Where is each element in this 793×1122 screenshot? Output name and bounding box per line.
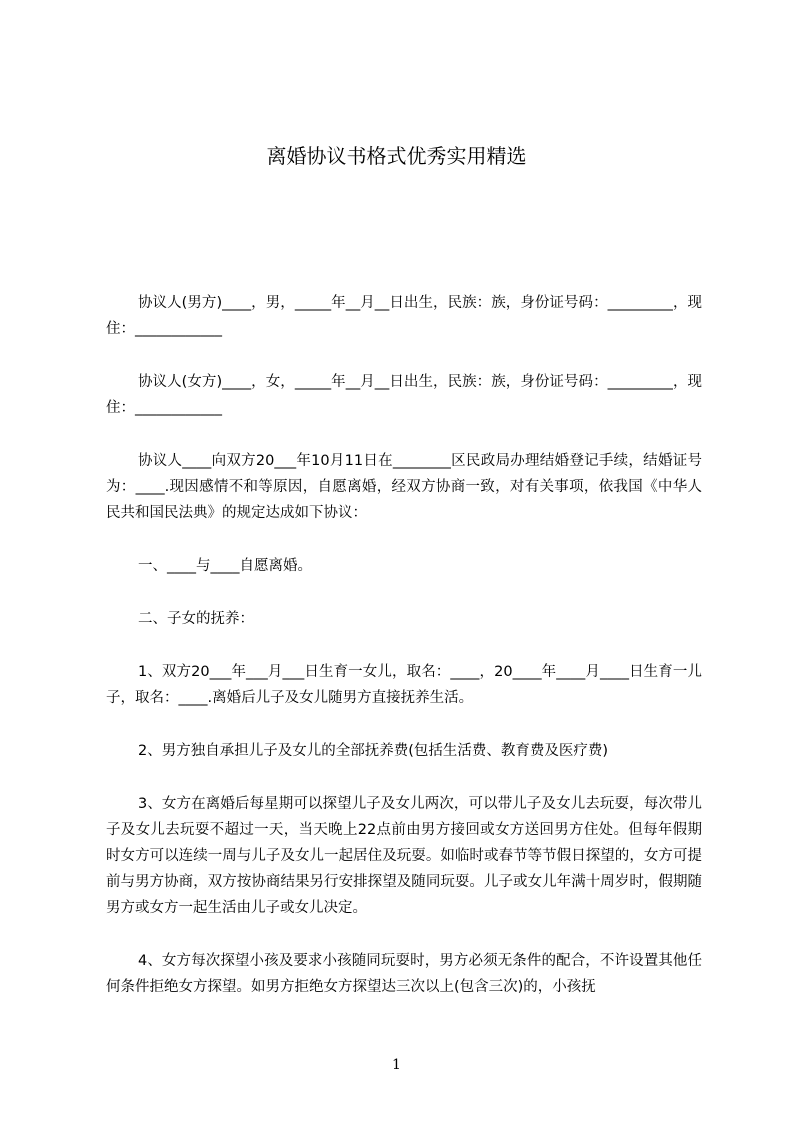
document-title: 离婚协议书格式优秀实用精选 — [266, 144, 527, 168]
paragraph-clause-1-divorce: 一、____与____自愿离婚。 — [138, 558, 312, 574]
page-number: 1 — [392, 1057, 401, 1073]
paragraph-custody-item-1: 1、双方20___年___月___日生育一女儿，取名：____，20____年____月____日生育一儿子，取名：____.离婚后儿子及女儿随男方直接抚养生活。 — [106, 664, 702, 706]
paragraph-marriage-registration: 协议人____向双方20___年10月11日在________区民政局办理结婚登记手续，结婚证号为：____.现因感情不和等原因，自愿离婚，经双方协商一致，对有关事项，依我国《中华人民共和国民法典》的规定达成如下协议： — [106, 453, 702, 521]
paragraph-male-party: 协议人(男方)____，男，_____年__月__日出生，民族：族，身份证号码：_________，现住：____________ — [106, 295, 702, 337]
document-body — [106, 290, 702, 1027]
paragraph-female-party: 协议人(女方)____，女，_____年__月__日出生，民族：族，身份证号码：_________，现住：____________ — [106, 374, 702, 416]
paragraph-custody-item-3: 3、女方在离婚后每星期可以探望儿子及女儿两次，可以带儿子及女儿去玩耍，每次带儿子及女儿去玩耍不超过一天，当天晚上22点前由男方接回或女方送回男方住处。但每年假期时女方可以连续一周与儿子及女儿一起居住及玩耍。如临时或春节等节假日探望的，女方可提前与男方协商，双方按协商结果另行安排探望及随同玩耍。儿子或女儿年满十周岁时，假期随男方或女方一起生活由儿子或女儿决定。 — [106, 796, 702, 916]
paragraph-clause-2-heading: 二、子女的抚养： — [138, 611, 254, 627]
paragraph-custody-item-2: 2、男方独自承担儿子及女儿的全部抚养费(包括生活费、教育费及医疗费) — [138, 743, 609, 759]
paragraph-custody-item-4: 4、女方每次探望小孩及要求小孩随同玩耍时，男方必须无条件的配合，不许设置其他任何条件拒绝女方探望。如男方拒绝女方探望达三次以上(包含三次)的，小孩抚 — [106, 953, 702, 995]
